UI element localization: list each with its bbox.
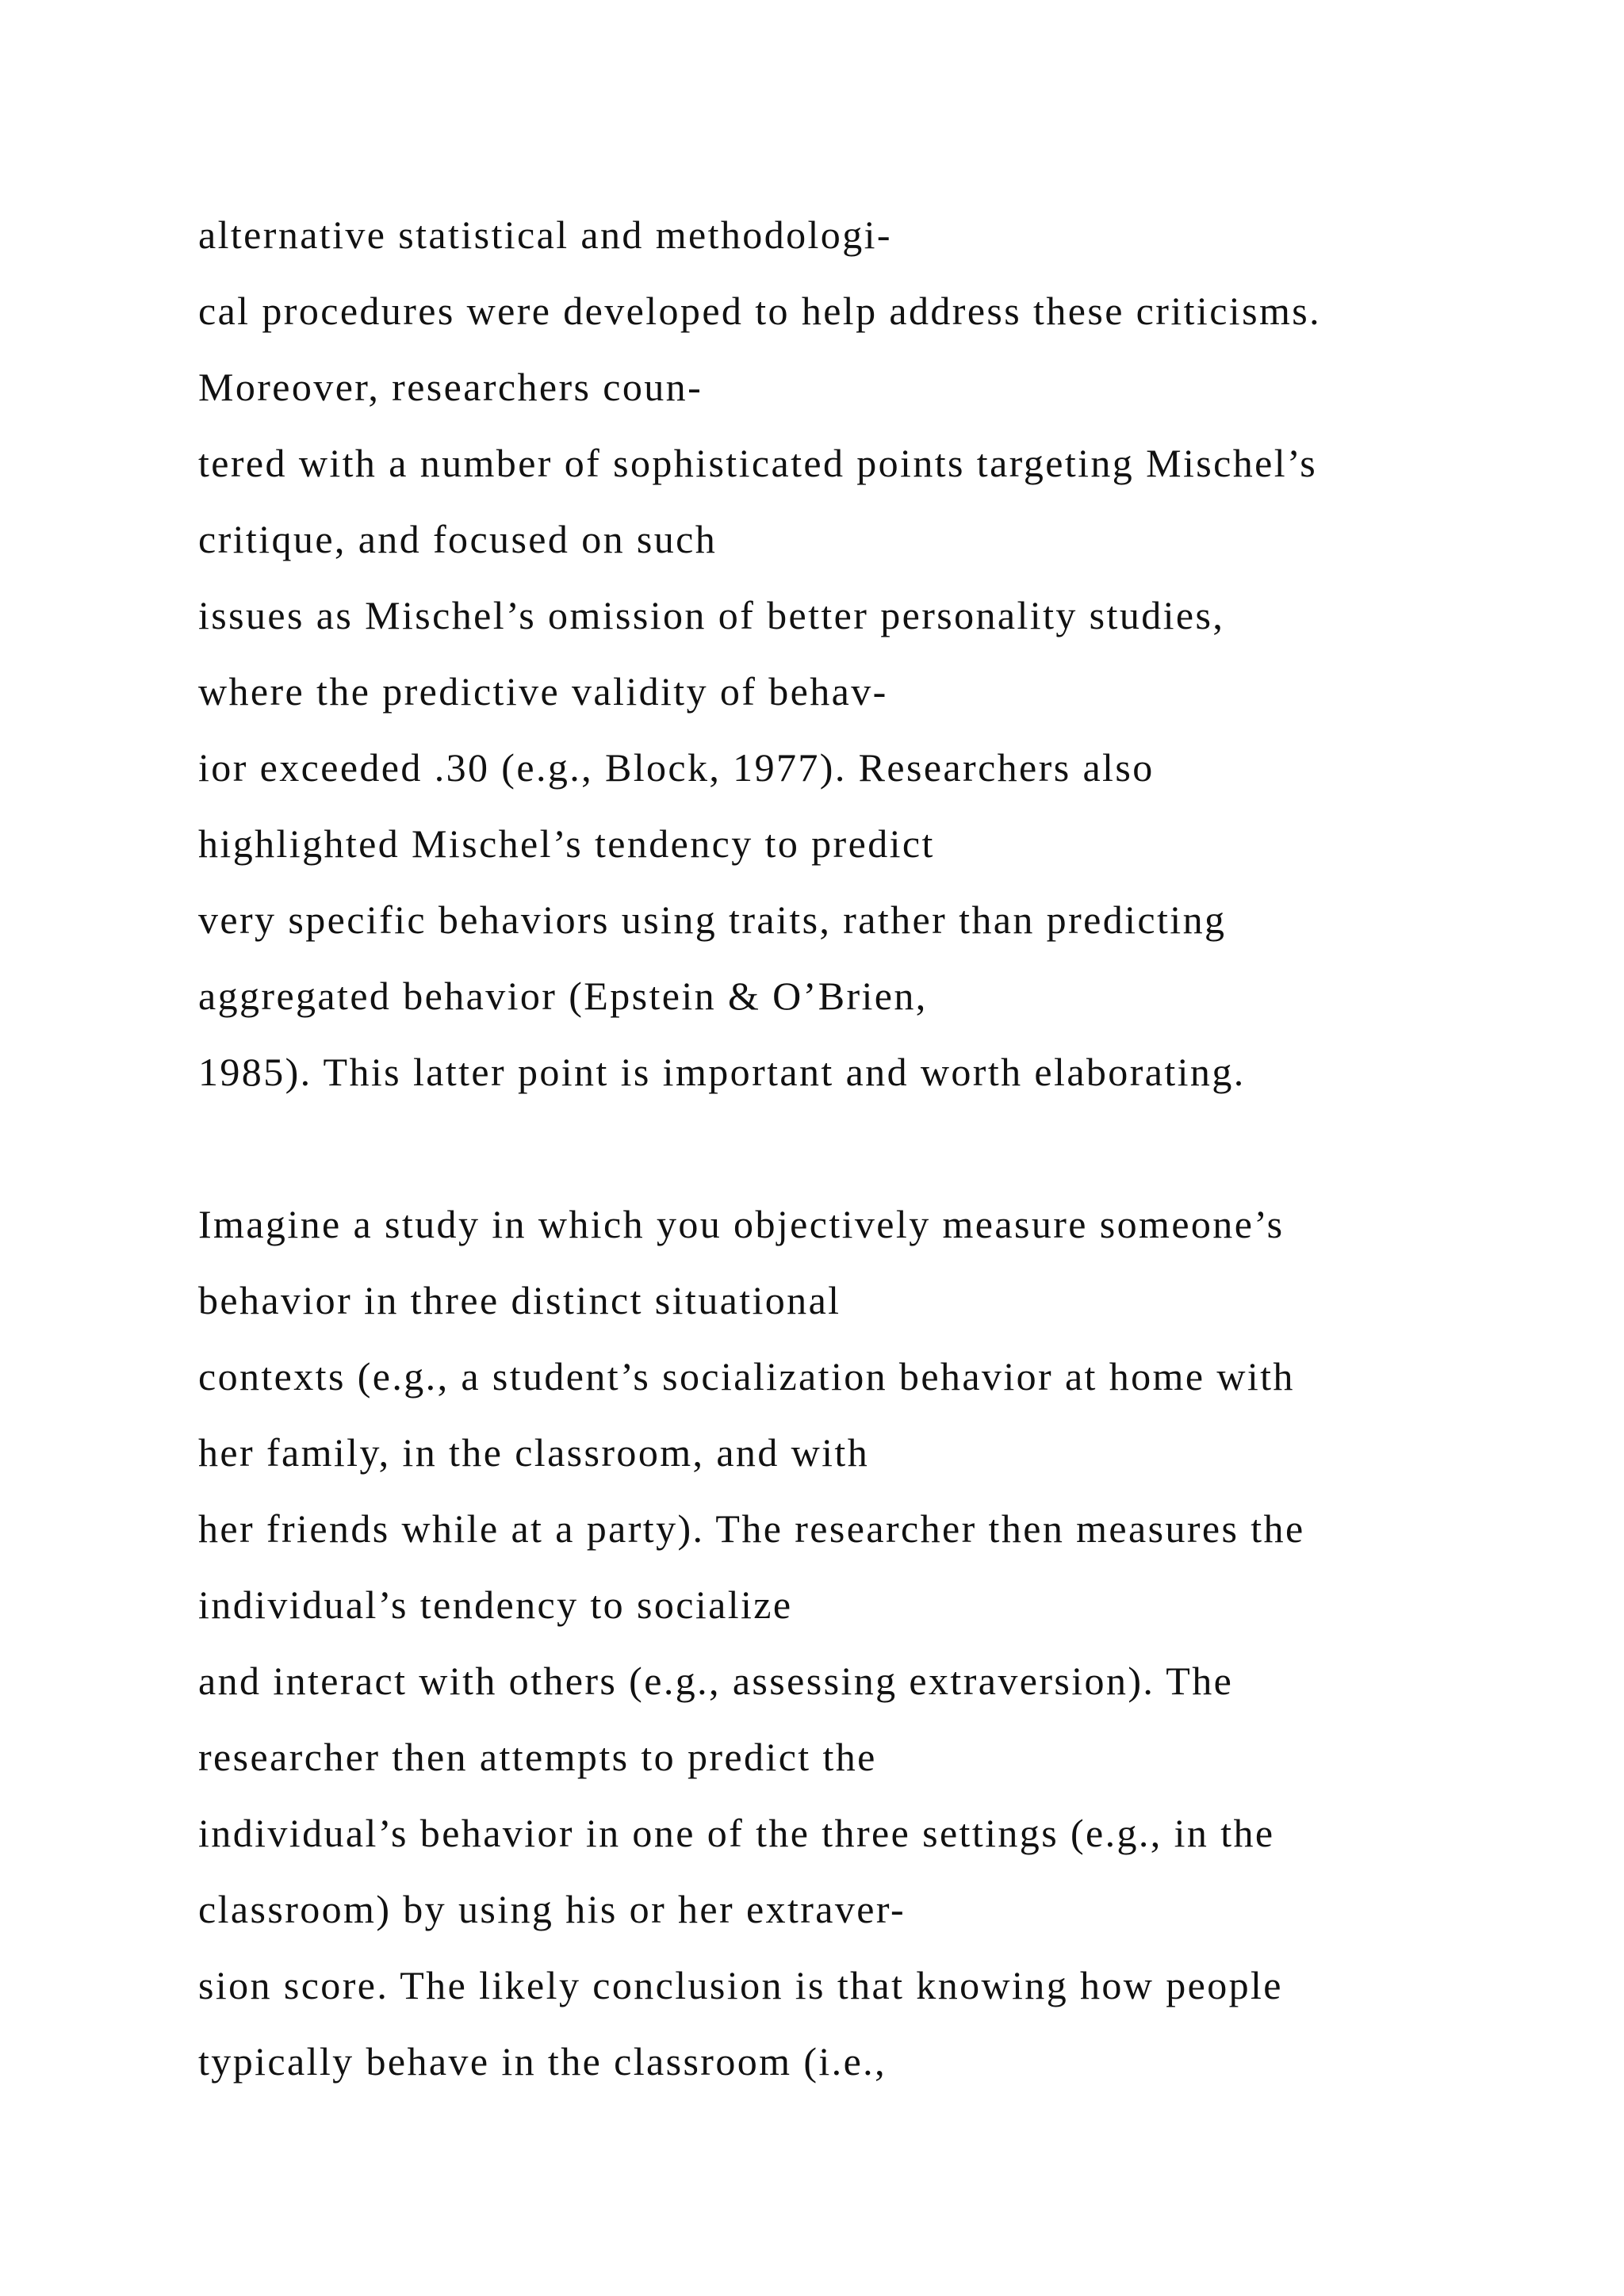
text-line: individual’s tendency to socialize: [198, 1582, 793, 1627]
text-line: her friends while at a party). The researcher then measures the: [198, 1506, 1305, 1551]
text-line: 1985). This latter point is important and worth elaborating.: [198, 1050, 1246, 1094]
text-line: researcher then attempts to predict the: [198, 1735, 877, 1779]
text-line: contexts (e.g., a student’s socialization behavior at home with: [198, 1354, 1295, 1399]
text-line: aggregated behavior (Epstein & O’Brien,: [198, 974, 928, 1018]
text-line: and interact with others (e.g., assessing extraversion). The: [198, 1659, 1234, 1703]
text-line: Imagine a study in which you objectively measure someone’s: [198, 1202, 1285, 1246]
paragraph-2: [198, 1186, 1546, 2099]
text-line: typically behave in the classroom (i.e.,: [198, 2039, 887, 2084]
paragraph-spacer: [198, 1110, 1546, 1186]
text-line: cal procedures were developed to help address these criticisms.: [198, 289, 1321, 333]
text-line: individual’s behavior in one of the three settings (e.g., in the: [198, 1811, 1275, 1855]
text-line: Moreover, researchers coun-: [198, 365, 703, 409]
text-line: where the predictive validity of behav-: [198, 669, 888, 714]
text-line: issues as Mischel’s omission of better personality studies,: [198, 593, 1225, 637]
text-line: behavior in three distinct situational: [198, 1278, 841, 1322]
text-line: tered with a number of sophisticated points targeting Mischel’s: [198, 441, 1318, 485]
text-line: sion score. The likely conclusion is that knowing how people: [198, 1963, 1283, 2007]
paragraph-1: [198, 197, 1546, 1110]
text-line: classroom) by using his or her extraver-: [198, 1887, 906, 1931]
text-line: alternative statistical and methodologi-: [198, 212, 892, 257]
text-line: very specific behaviors using traits, rather than predicting: [198, 897, 1227, 942]
text-line: her family, in the classroom, and with: [198, 1430, 870, 1475]
text-line: highlighted Mischel’s tendency to predict: [198, 821, 935, 866]
text-line: critique, and focused on such: [198, 517, 718, 561]
text-line: ior exceeded .30 (e.g., Block, 1977). Researchers also: [198, 745, 1155, 790]
document-body: [198, 197, 1546, 2099]
